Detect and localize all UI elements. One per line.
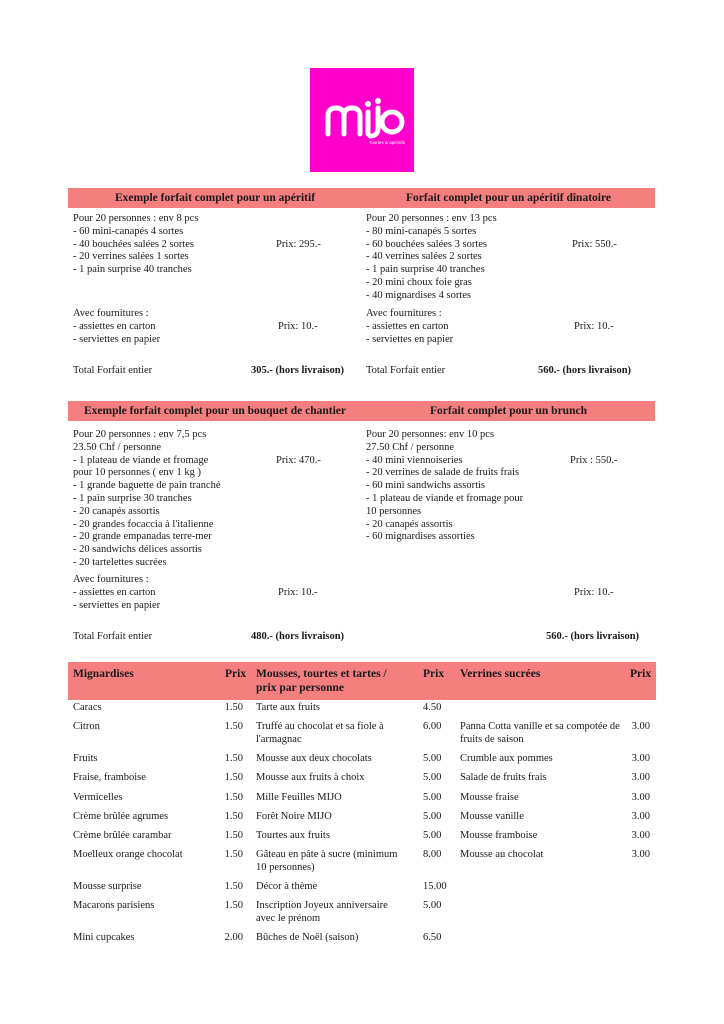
mousse-name: Mousse aux deux chocolats [256, 753, 372, 764]
verrine-name: Mousse framboise [460, 830, 538, 841]
mignardise-name: Crème brûlée carambar [73, 830, 172, 841]
section2-right-supplies-price: Prix: 10.- [574, 587, 614, 598]
mignardise-price: 1.50 [224, 792, 243, 803]
mousse-name: Truffé au chocolat et sa fiole à l'armagnac [256, 721, 384, 745]
section2-right-total: 560.- (hors livraison) [546, 631, 640, 642]
verrine-price: 3.00 [631, 792, 650, 803]
mignardise-name: Fraise, framboise [73, 772, 146, 783]
section2-right-price: Prix : 550.- [570, 455, 618, 466]
section1-left-price: Prix: 295.- [276, 239, 321, 250]
section2-right-items: Pour 20 personnes: env 10 pcs 27.50 Chf / personne - 40 mini viennoiseries - 20 verrines de salade de fruits frais - 60 mini sandwichs assortis - 1 plateau de viande et fromage pour 10 personnes - 20 canapés assortis - 60 mignardises assorties [366, 429, 524, 543]
mousse-price: 5.00 [423, 792, 442, 803]
mijo-logo [310, 68, 414, 172]
section1-right-price: Prix: 550.- [572, 239, 617, 250]
mignardise-price: 1.50 [224, 811, 243, 822]
mousse-price: 8.00 [423, 849, 442, 860]
verrine-price: 3.00 [631, 849, 650, 860]
mousse-price: 6.00 [423, 721, 442, 732]
verrine-price: 3.00 [631, 721, 650, 732]
mousse-price: 5.00 [423, 811, 442, 822]
mignardise-price: 1.50 [224, 881, 243, 892]
mousses-prix-label: Prix [423, 668, 445, 680]
verrine-price: 3.00 [631, 830, 650, 841]
mignardise-name: Fruits [73, 753, 98, 764]
section1-right-items: Pour 20 personnes : env 13 pcs - 80 mini-canapés 5 sortes - 60 bouchées salées 3 sortes - 40 verrines salées 2 sortes - 1 pain surprise 40 tranches - 20 mini choux foie gras - 40 mignardises 4 sortes [366, 213, 497, 301]
verrine-name: Mousse au chocolat [460, 849, 544, 860]
section1-right-title: Forfait complet pour un apéritif dînatoire [406, 192, 611, 204]
section1-left-supplies: Avec fournitures : - assiettes en carton - serviettes en papier [73, 308, 161, 345]
section1-right-total: 560.- (hors livraison) [538, 365, 632, 376]
mignardises-title: Mignardises [73, 668, 134, 680]
verrine-price: 3.00 [631, 753, 650, 764]
section2-left-total: 480.- (hors livraison) [251, 631, 345, 642]
verrine-name: Mousse fraise [460, 792, 519, 803]
mousse-name: Mille Feuilles MIJO [256, 792, 342, 803]
section1-right-supplies: Avec fournitures : - assiettes en carton - serviettes en papier [366, 308, 454, 345]
mignardise-name: Caracs [73, 702, 102, 713]
mignardise-price: 1.50 [224, 753, 243, 764]
mousse-name: Inscription Joyeux anniversaire avec le prénom [256, 900, 388, 924]
verrine-name: Crumble aux pommes [460, 753, 553, 764]
mousse-price: 5.00 [423, 900, 442, 911]
section1-right-total-label: Total Forfait entier [366, 365, 446, 376]
verrine-name: Salade de fruits frais [460, 772, 547, 783]
mousse-name: Bûches de Noël (saison) [256, 932, 359, 943]
section1-left-supplies-price: Prix: 10.- [278, 321, 318, 332]
mignardise-price: 1.50 [224, 900, 243, 911]
verrine-name: Panna Cotta vanille et sa compotée de fruits de saison [460, 721, 620, 745]
mousse-name: Mousse aux fruits à choix [256, 772, 365, 783]
mignardise-price: 2.00 [224, 932, 243, 943]
mousse-name: Tarte aux fruits [256, 702, 320, 713]
section2-left-total-label: Total Forfait entier [73, 631, 153, 642]
mignardise-name: Macarons parisiens [73, 900, 155, 911]
section1-right-supplies-price: Prix: 10.- [574, 321, 614, 332]
section1-left-items: Pour 20 personnes : env 8 pcs - 60 mini-canapés 4 sortes - 40 bouchées salées 2 sortes - 20 verrines salées 1 sortes - 1 pain surprise 40 tranches [73, 213, 199, 276]
verrine-name: Mousse vanille [460, 811, 524, 822]
mousse-name: Forêt Noire MIJO [256, 811, 332, 822]
section1-left-title: Exemple forfait complet pour un apéritif [114, 192, 316, 204]
verrines-title: Verrines sucrées [460, 668, 541, 680]
section2-left-title: Exemple forfait complet pour un bouquet de chantier [83, 405, 347, 417]
verrines-header [452, 662, 656, 700]
section2-left-price: Prix: 470.- [276, 455, 321, 466]
verrines-prix-label: Prix [630, 668, 652, 680]
mousse-price: 6.50 [423, 932, 442, 943]
section2-left-items: Pour 20 personnes : env 7,5 pcs 23.50 Chf / personne - 1 plateau de viande et fromage pour 10 personnes ( env 1 kg ) - 1 grande baguette de pain tranché - 1 pain surprise 30 tranches - 20 canapés assortis - 20 grandes focaccia à l'italienne - 20 grande empanadas terre-mer - 20 sandwichs délices assortis - 20 tartelettes sucrées [73, 429, 221, 568]
mignardises-prix-label: Prix [225, 668, 247, 680]
mousse-name: Gâteau en pâte à sucre (minimum 10 personnes) [256, 849, 398, 873]
mignardise-name: Crème brûlée agrumes [73, 811, 169, 822]
mousse-price: 4.50 [423, 702, 442, 713]
verrine-price: 3.00 [631, 772, 650, 783]
mousse-name: Tourtes aux fruits [256, 830, 330, 841]
section2-left-supplies: Avec fournitures : - assiettes en carton - serviettes en papier [73, 574, 161, 611]
mignardise-name: Vermicelles [73, 792, 123, 803]
mignardise-name: Mousse surprise [73, 881, 142, 892]
section1-left-total-label: Total Forfait entier [73, 365, 153, 376]
mignardise-price: 1.50 [224, 702, 243, 713]
section2-right-title: Forfait complet pour un brunch [430, 405, 587, 417]
section1-header [68, 188, 655, 208]
section2-left-supplies-price: Prix: 10.- [278, 587, 318, 598]
mignardise-name: Mini cupcakes [73, 932, 135, 943]
section2-header [68, 401, 655, 421]
mousse-price: 5.00 [423, 830, 442, 841]
mignardise-price: 1.50 [224, 830, 243, 841]
mousses-header [250, 662, 452, 700]
mignardise-name: Moelleux orange chocolat [73, 849, 183, 860]
logo-tagline: Tourtes & apéritifs [368, 140, 406, 145]
mignardise-price: 1.50 [224, 772, 243, 783]
mousse-price: 5.00 [423, 753, 442, 764]
verrine-price: 3.00 [631, 811, 650, 822]
mignardise-price: 1.50 [224, 849, 243, 860]
mignardise-name: Citron [73, 721, 100, 732]
mousse-price: 15.00 [423, 881, 447, 892]
mijo-logo-mark [310, 68, 414, 172]
mousse-price: 5.00 [423, 772, 442, 783]
mignardise-price: 1.50 [224, 721, 243, 732]
mignardises-header [68, 662, 250, 700]
mousses-title: Mousses, tourtes et tartes / prix par personne [256, 668, 387, 694]
section1-left-total: 305.- (hors livraison) [251, 365, 345, 376]
mousse-name: Décor à thème [256, 881, 318, 892]
